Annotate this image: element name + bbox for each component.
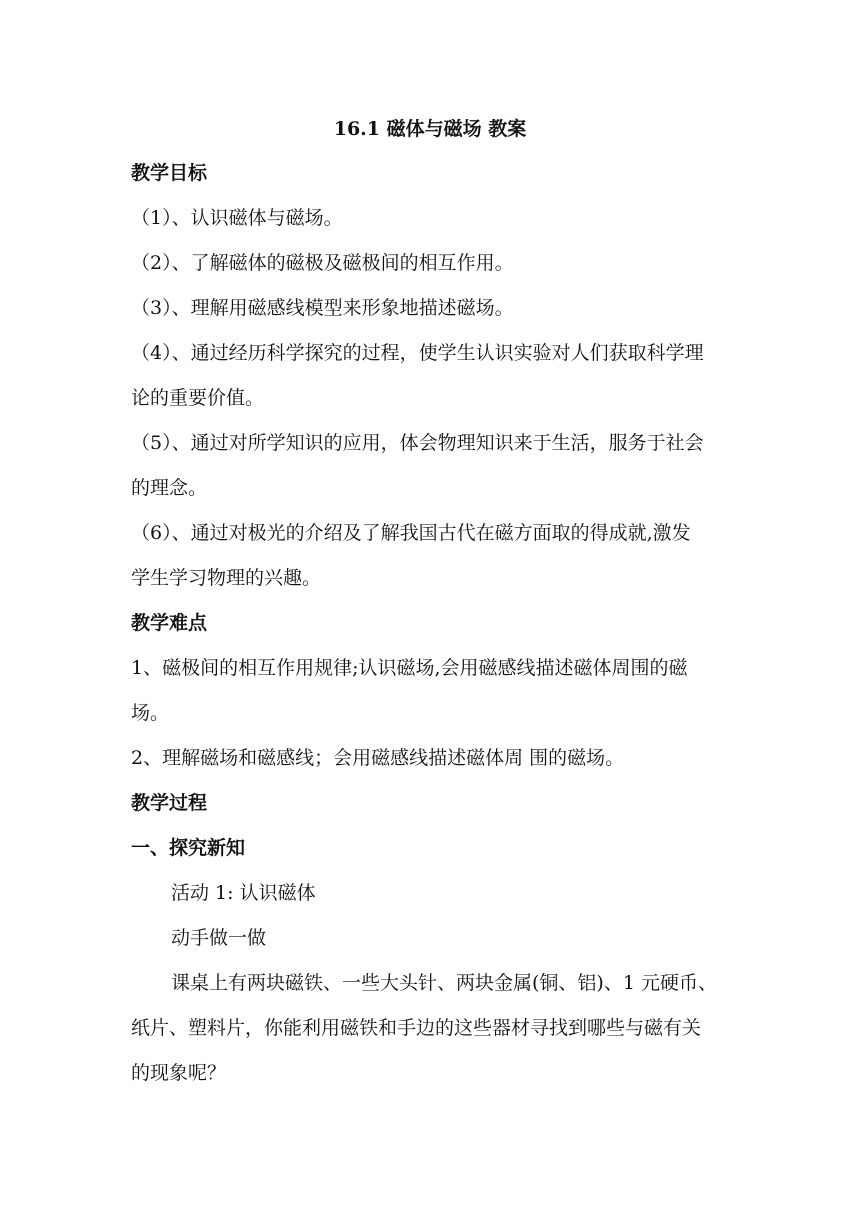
process-heading: 教学过程 <box>131 792 208 814</box>
difficulty-line: 1、磁极间的相互作用规律;认识磁场,会用磁感线描述磁体周围的磁 <box>131 657 688 679</box>
objective-line: （4）、通过经历科学探究的过程，使学生认识实验对人们获取科学理 <box>131 342 704 364</box>
objective-line: （6）、通过对极光的介绍及了解我国古代在磁方面取的得成就,激发 <box>131 522 691 544</box>
objective-line: （1）、认识磁体与磁场。 <box>131 207 343 229</box>
objective-line: 学生学习物理的兴趣。 <box>131 567 322 589</box>
objective-line: （3）、理解用磁感线模型来形象地描述磁场。 <box>131 297 514 319</box>
objective-line: 的理念。 <box>131 477 208 499</box>
document-title: 16.1 磁体与磁场 教案 <box>333 118 527 140</box>
objectives-heading: 教学目标 <box>131 162 208 184</box>
paragraph-line: 课桌上有两块磁铁、一些大头针、两块金属(铜、铝)、1 元硬币、 <box>171 972 717 994</box>
section-heading: 一、探究新知 <box>131 837 246 859</box>
paragraph-line: 纸片、塑料片，你能利用磁铁和手边的这些器材寻找到哪些与磁有关 <box>131 1017 702 1039</box>
difficulties-heading: 教学难点 <box>131 612 208 634</box>
paragraph-line: 的现象呢？ <box>131 1062 227 1084</box>
activity-subheading: 动手做一做 <box>171 927 267 949</box>
activity-title: 活动 1: 认识磁体 <box>171 882 316 904</box>
objective-line: （5）、通过对所学知识的应用，体会物理知识来于生活，服务于社会 <box>131 432 704 454</box>
difficulty-line: 场。 <box>131 702 170 724</box>
difficulty-line: 2、理解磁场和磁感线；会用磁感线描述磁体周 围的磁场。 <box>131 747 625 769</box>
objective-line: （2）、了解磁体的磁极及磁极间的相互作用。 <box>131 252 514 274</box>
objective-line: 论的重要价值。 <box>131 387 265 409</box>
